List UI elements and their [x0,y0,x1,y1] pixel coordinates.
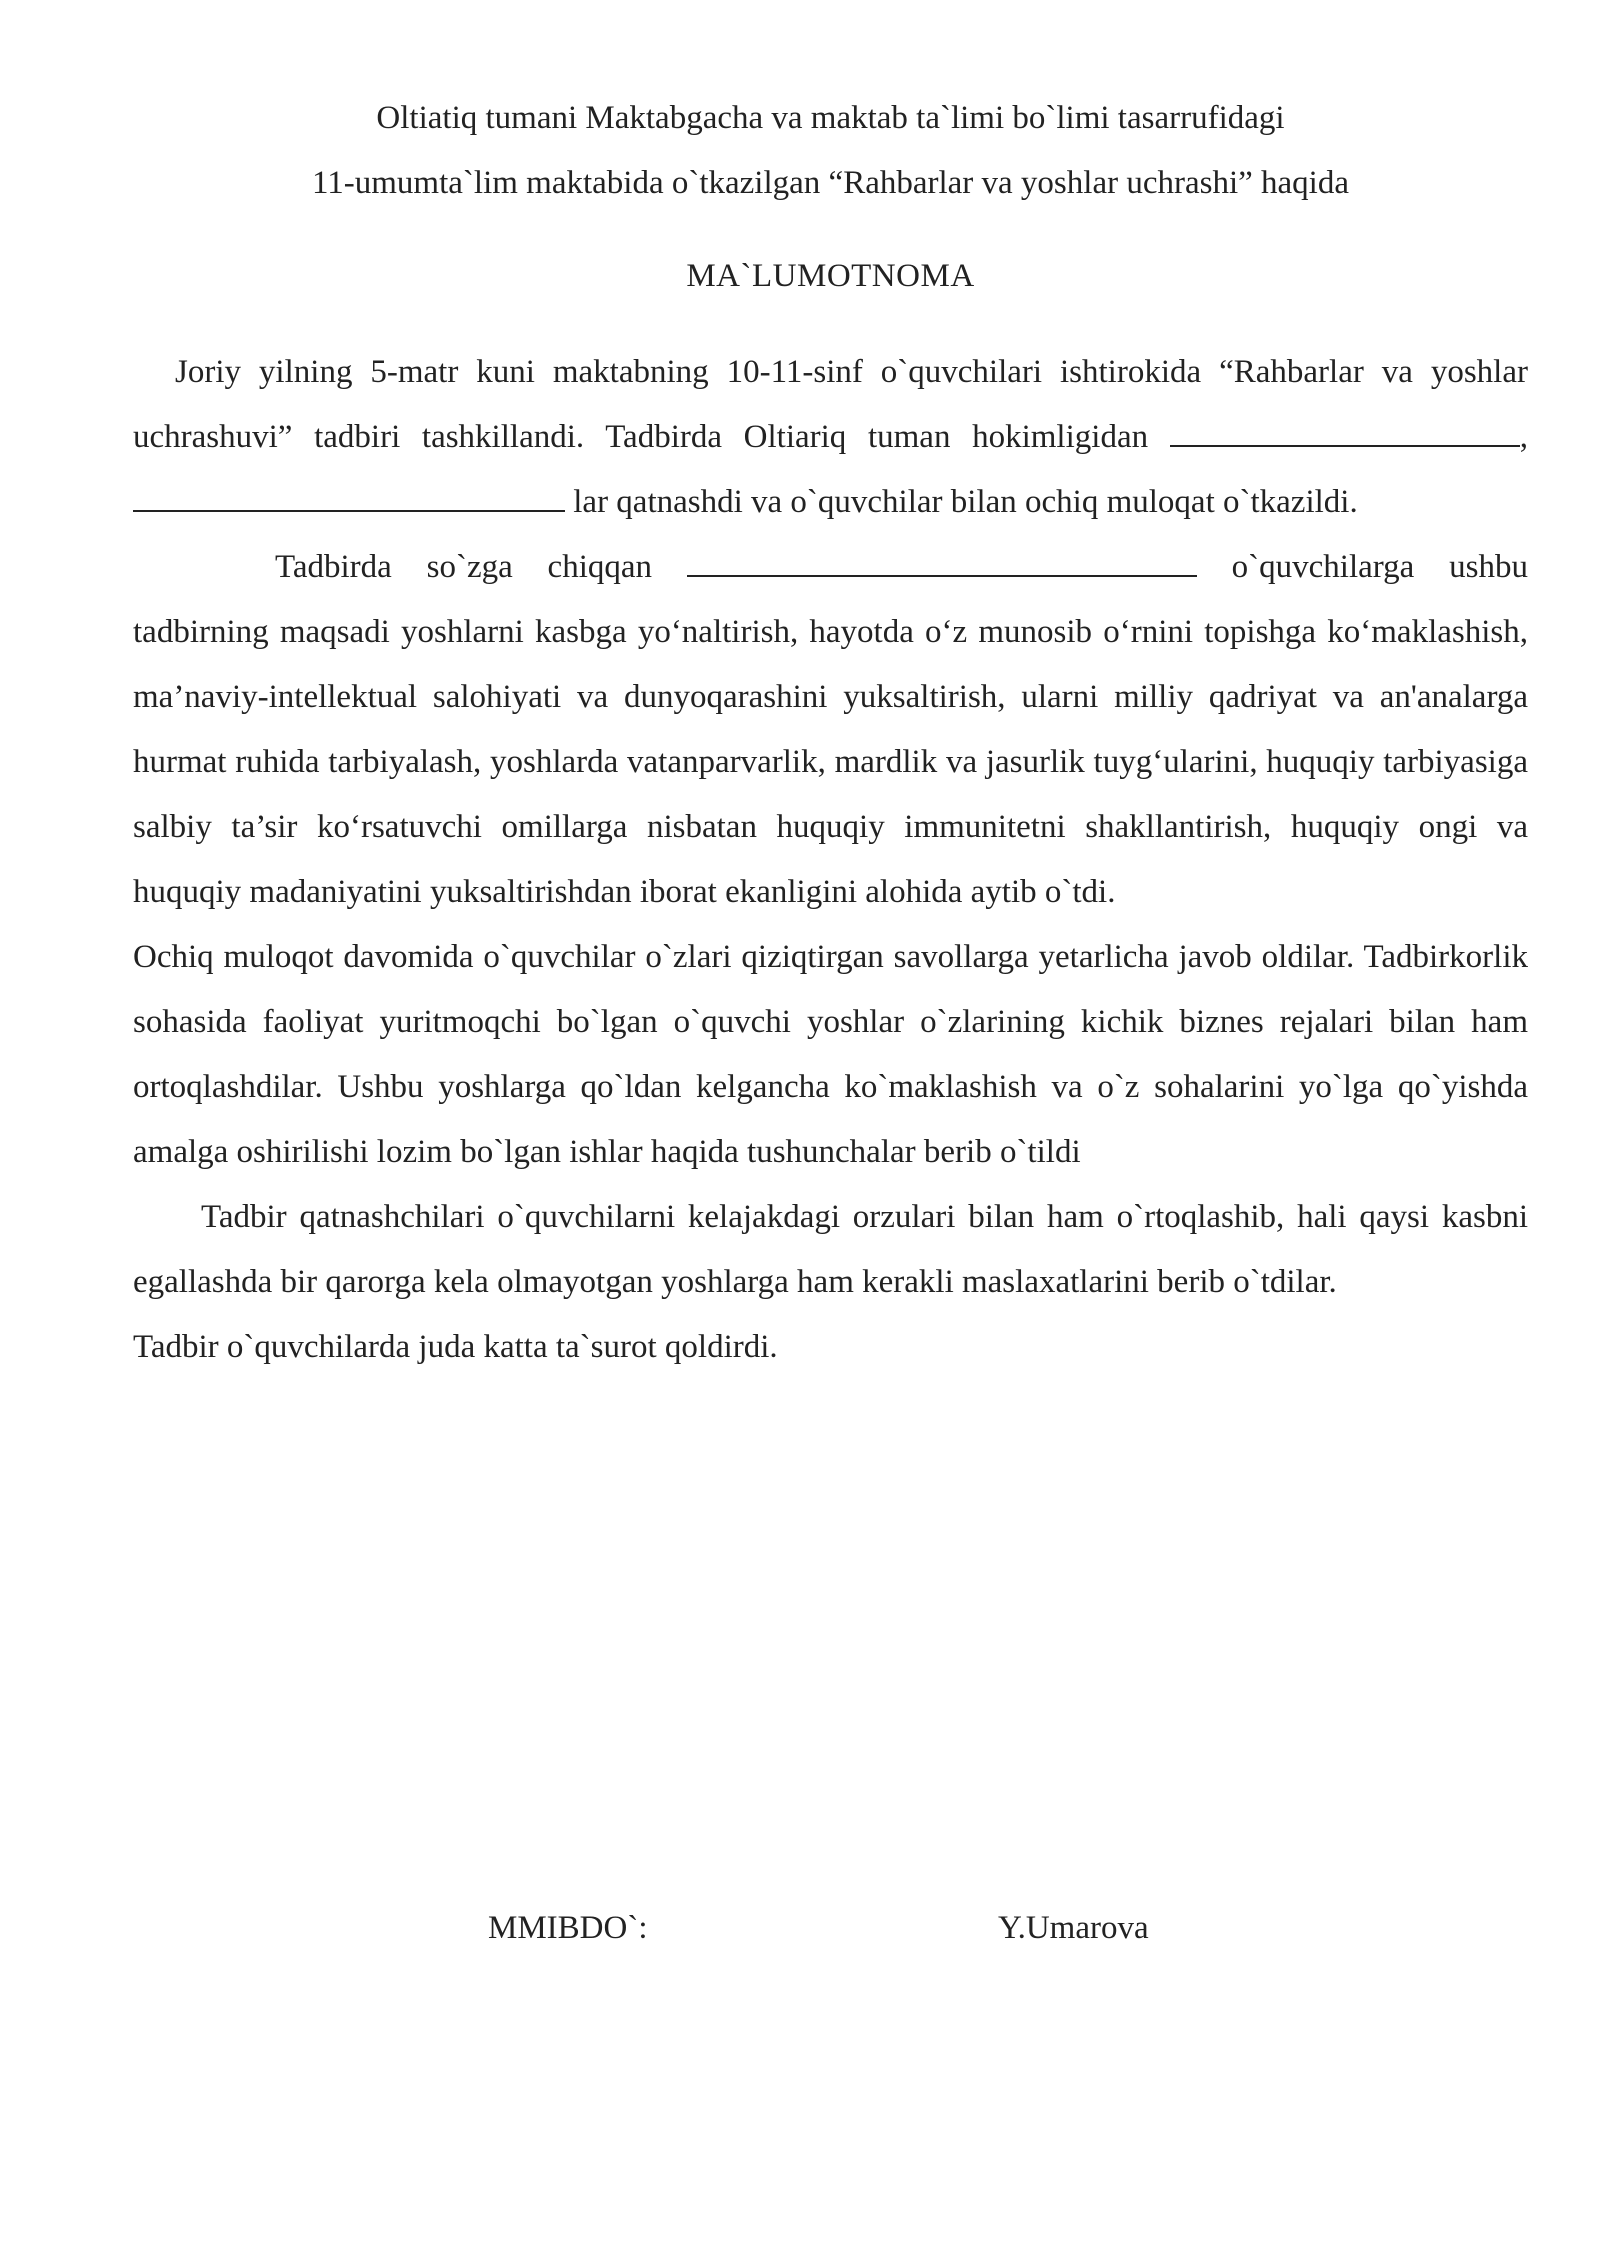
paragraph-4: Tadbir qatnashchilari o`quvchilarni kelajakdagi orzulari bilan ham o`rtoqlashib, hali qaysi kasbni egallashda bir qarorga kela olmayotgan yoshlarga ham kerakli maslaxatlarini berib o`tdilar. [133,1199,1528,1300]
paragraph-1-text-a: Joriy yilning 5-matr kuni maktabning 10-11-sinf o`quvchilari ishtirokida “Rahbarlar va yoshlar uchrashuvi” tadbiri tashkillandi. Tadbirda Oltiariq tuman hokimligidan [133,354,1528,455]
blank-line-1 [1170,419,1520,447]
signature-role: MMIBDO`: [488,1910,648,1946]
paragraph-1-separator: , [1519,419,1528,455]
document-title: MA`LUMOTNOMA [686,258,975,294]
paragraph-1 [133,340,1528,535]
blank-line-3 [687,549,1197,577]
paragraph-1-text-b: lar qatnashdi va o`quvchilar bilan ochiq muloqat o`tkazildi. [565,484,1358,520]
header-line-2: 11-umumta`lim maktabida o`tkazilgan “Rahbarlar va yoshlar uchrashi” haqida [312,165,1349,201]
signature-name: Y.Umarova [998,1910,1149,1946]
paragraph-5: Tadbir o`quvchilarda juda katta ta`surot qoldirdi. [133,1329,778,1365]
paragraph-2 [133,535,1528,925]
blank-line-2 [133,484,565,512]
paragraph-3: Ochiq muloqot davomida o`quvchilar o`zlari qiziqtirgan savollarga yetarlicha javob oldilar. Tadbirkorlik sohasida faoliyat yuritmoqchi bo`lgan o`quvchi yoshlar o`zlarining kichik biznes rejalari bilan ham ortoqlashdilar. Ushbu yoshlarga qo`ldan kelgancha ko`maklashish va o`z sohalarini yo`lga qo`yishda amalga oshirilishi lozim bo`lgan ishlar haqida tushunchalar berib o`tildi [133,939,1528,1170]
header-line-1: Oltiatiq tumani Maktabgacha va maktab ta`limi bo`limi tasarrufidagi [376,100,1285,136]
paragraph-2-text-b: o`quvchilarga ushbu tadbirning maqsadi yoshlarni kasbga yo‘naltirish, hayotda o‘z munosib o‘rnini topishga ko‘maklashish, ma’naviy-intellektual salohiyati va dunyoqarashini yuksaltirish, ularni milliy qadriyat va an'analarga hurmat ruhida tarbiyalash, yoshlarda vatanparvarlik, mardlik va jasurlik tuyg‘ularini, huquqiy tarbiyasiga salbiy ta’sir ko‘rsatuvchi omillarga nisbatan huquqiy immunitetni shakllantirish, huquqiy ongi va huquqiy madaniyatini yuksaltirishdan iborat ekanligini alohida aytib o`tdi. [133,549,1528,910]
document-body [133,340,1528,1380]
paragraph-2-text-a: Tadbirda so`zga chiqqan [275,549,687,585]
